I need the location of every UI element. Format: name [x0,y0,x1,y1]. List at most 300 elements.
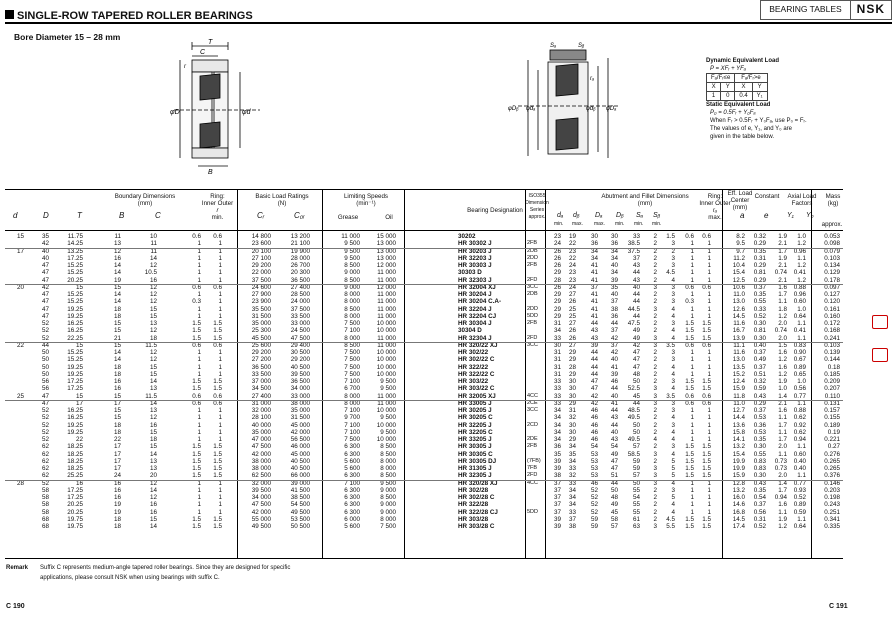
table-cell: 1.1 [778,298,787,306]
table-cell: 36 [553,443,561,451]
table-cell: 3 [653,392,657,400]
table-cell: 37 [553,508,561,516]
table-cell: 16 [113,254,121,262]
group-separator [5,284,843,285]
table-cell: 1.5 [685,515,694,523]
table-cell: 45 000 [290,421,310,429]
table-cell: 22 [75,436,83,443]
table-cell: 8 500 [380,450,396,458]
table-cell: 19.9 [732,465,745,472]
table-cell: 49 [632,327,640,335]
table-cell: 13 200 [290,233,310,240]
table-cell: 1.9 [778,254,787,262]
table-cell: 30 [568,385,576,393]
table-cell: 1 [690,414,694,422]
bearing-designation: HR 303/22 [458,378,489,385]
hdr-approx: approx. [821,221,843,228]
table-cell: 2.1 [778,276,787,284]
table-cell: 1 [218,436,222,443]
hdr-speeds: Limiting Speeds (min⁻¹) [343,193,389,207]
table-cell: 37.5 [627,247,640,255]
bearing-designation: HR 32005 XJ [458,392,496,400]
table-row [0,414,892,421]
table-cell: 11.5 [145,341,157,349]
bearing-designation: HR 32305 J [458,472,492,480]
table-cell: 31 [553,349,561,356]
table-cell: 4 [671,436,675,443]
table-cell: 31 500 [251,312,271,320]
table-cell: 53 [590,465,598,472]
table-cell: 25 [568,312,576,320]
table-cell: 19.25 [67,428,83,436]
table-cell: 14 800 [251,233,271,240]
table-cell: 0.53 [753,428,766,436]
table-cell: 1 [197,407,201,414]
table-cell: 1 [218,428,222,436]
table-cell: 1.1 [778,450,787,458]
table-cell: 1 [690,370,694,378]
table-cell: 1.5 [192,334,201,342]
table-cell: 33 000 [290,392,310,400]
table-cell: 32 000 [251,479,271,487]
bearing-designation: 30304 D [458,327,482,335]
table-cell: 3 [671,298,675,306]
table-cell: 0.55 [753,450,766,458]
table-cell: 5DD [527,508,539,515]
table-cell: 8 000 [380,515,396,523]
table-cell: 1.2 [797,262,806,269]
table-cell: 35 000 [290,407,310,414]
table-cell: 12 000 [376,283,396,291]
page-number-left: C 190 [6,603,25,610]
table-row [0,269,892,276]
table-cell: 3 [671,356,675,364]
table-cell: 0.103 [824,254,840,262]
table-cell: 1 [218,414,222,422]
table-row [0,393,892,400]
table-cell: 0.110 [824,392,840,400]
table-cell: 47 [41,312,49,320]
section-title-text: SINGLE-ROW TAPERED ROLLER BEARINGS [17,10,253,22]
table-cell: 17 [113,465,121,472]
table-cell: 53 [590,450,598,458]
table-cell: 15.9 [732,385,745,393]
table-cell: 3 [653,385,657,393]
hdr-D: D [43,211,49,220]
table-cell: 2 [653,327,657,335]
diagram-label-phidb: φdᵦ [586,106,596,112]
table-cell: 58 [610,515,618,523]
table-cell: 15.9 [732,472,745,480]
table-cell: 3 [671,349,675,356]
table-cell: 1 [690,479,694,487]
diagram-label-phiD: φD [170,109,180,116]
table-cell: 1 [707,508,711,516]
table-cell: 2 [653,349,657,356]
table-cell: 24 000 [290,298,310,306]
factor-y2: Y [752,83,767,92]
side-nav-icon[interactable] [872,315,888,329]
table-cell: 2 [653,240,657,248]
table-cell: 0.29 [753,240,766,248]
table-cell: 1 [218,363,222,371]
table-cell: 39 [590,341,598,349]
table-cell: 1 [707,494,711,501]
table-cell: 15 [75,392,83,400]
bearing-tables-tab[interactable]: BEARING TABLES [761,1,850,19]
hdr-ring: Ring: Inner Outer r min. [201,193,234,221]
table-cell: 36 500 [290,276,310,284]
bearing-designation: HR 30205 J [458,407,492,414]
table-cell: 31 [553,370,561,378]
table-row [0,436,892,443]
table-cell: 23 [568,269,576,277]
table-cell: 12 [149,327,157,335]
table-cell: 44 [610,421,618,429]
table-cell: 3 [671,283,675,291]
table-cell: 12.8 [732,479,745,487]
table-cell: 18 [113,428,121,436]
table-cell: 36 [610,312,618,320]
hdr-a: a [740,211,745,220]
table-cell: 0.6 [192,233,201,240]
diagram-label-Sa: Sₐ [550,43,557,49]
table-cell: 19 900 [290,247,310,255]
table-row [0,327,892,334]
table-cell: 2 [653,407,657,414]
hdr-constant: Constant [754,193,780,200]
table-cell: 43 [610,436,618,443]
table-cell: 1.5 [213,443,222,451]
table-cell: 52 [590,508,598,516]
table-cell: 34 [553,436,561,443]
table-cell: 1 [197,356,201,364]
table-cell: 29 [568,436,576,443]
table-cell: 0.31 [753,254,766,262]
table-cell: 37 [568,515,576,523]
table-cell: 0.73 [774,465,787,472]
table-cell: 11.5 [145,392,157,400]
table-cell: 5 600 [344,457,360,465]
table-cell: 1.2 [778,523,787,530]
table-cell: 17 [113,457,121,465]
table-cell: 34 [568,501,576,509]
table-cell: 14 [113,269,121,277]
hdr-boundary: Boundary Dimensions (mm) [114,193,176,207]
remark-label: Remark [6,565,29,571]
table-cell: 37 [553,494,561,501]
table-cell: 18 [113,523,121,530]
table-cell: 19.75 [67,523,83,530]
table-cell: 2FD [527,472,538,479]
table-cell: 13.6 [732,421,745,429]
table-cell: 61 [632,515,640,523]
hdr-abutment: Abutment and Fillet Dimensions (mm) [601,193,689,207]
table-cell: 1 [218,349,222,356]
table-cell: 0.40 [793,465,806,472]
factor-v3: 0.4 [735,92,752,101]
table-cell: 30 [568,428,576,436]
table-cell: 0.35 [753,486,766,494]
table-cell: 2 [653,494,657,501]
table-cell: 1 [707,262,711,269]
factor-v4: Y₁ [752,92,767,101]
hdr-Y1: Y₁ [787,212,794,219]
table-cell: 35 [41,233,49,240]
table-cell: 23 900 [251,298,271,306]
table-cell: 19.25 [67,363,83,371]
table-cell: 2.0 [778,320,787,327]
table-cell: 37 [590,283,598,291]
table-cell: 1 [707,479,711,487]
table-cell: 41 [590,305,598,313]
table-cell: 0.120 [824,298,840,306]
table-cell: 1 [197,312,201,320]
table-cell: 15 [75,283,83,291]
table-cell: 13.5 [732,363,745,371]
table-cell: 0.40 [753,341,766,349]
table-cell: 4 [671,414,675,422]
hdr-e: e [764,211,769,220]
table-cell: 15 000 [376,233,396,240]
table-cell: 5DD [527,312,539,319]
table-cell: 4 [671,305,675,313]
factor-header-2: Fₐ/Fᵣ>e [735,74,767,83]
hdr-iso: ISO355 Dimension Series approx. [525,193,549,220]
hdr-B: B [119,211,125,220]
table-cell: 1.5 [685,385,694,393]
table-cell: 0.6 [213,399,222,407]
table-cell: 1.1 [797,443,806,451]
table-cell: 59 [590,523,598,530]
table-cell: 28 500 [290,291,310,298]
table-cell: 1 [197,428,201,436]
hdr-oil: Oil [385,214,393,221]
table-cell: 34 [568,494,576,501]
table-cell: 12 [149,479,157,487]
hdr-Da-max: max. [594,221,605,227]
table-cell: 15 [113,407,121,414]
table-cell: 36 500 [290,378,310,385]
table-cell: 2CE [527,399,538,406]
table-cell: 9 700 [344,414,360,422]
bearing-designation: HR 303/22 C [458,385,495,393]
table-cell: 4 [671,428,675,436]
table-cell: 0.29 [753,399,766,407]
table-cell: 1 [690,356,694,364]
table-cell: 1 [218,407,222,414]
table-cell: (7FB) [527,457,541,464]
table-cell: 33 500 [251,370,271,378]
table-cell: 46 [590,436,598,443]
table-cell: 1 [690,421,694,429]
table-cell: 12 [149,262,157,269]
table-cell: 46 [590,421,598,429]
table-cell: 1.5 [213,385,222,393]
table-cell: 40 [610,428,618,436]
table-cell: 14.4 [732,414,745,422]
diagram-label-B: B [208,169,213,176]
table-cell: 50 [41,349,49,356]
table-cell: 1 [197,240,201,248]
table-cell: 1.5 [213,378,222,385]
table-cell: 33 [553,334,561,342]
table-cell: 14 [149,378,157,385]
table-cell: 45 [632,392,640,400]
table-cell: 11.2 [733,254,745,262]
table-cell: 0.6 [192,392,201,400]
table-cell: 1.5 [213,523,222,530]
table-cell: 33 [553,378,561,385]
table-cell: 0.52 [793,494,806,501]
bearing-designation: HR 30203 J [458,247,492,255]
table-cell: 38 000 [251,457,271,465]
table-row [0,509,892,516]
table-cell: 0.37 [753,349,766,356]
table-cell: 1 [690,276,694,284]
table-cell: 11 000 [377,291,396,298]
table-cell: 6 000 [344,515,360,523]
table-cell: 0.6 [192,283,201,291]
table-cell: 24 [568,283,576,291]
table-cell: 17 [113,399,121,407]
table-cell: 41 [590,291,598,298]
remark-line-1: Suffix C represents medium-angle tapered roller bearings. Since they are designed for specific [40,565,291,571]
table-cell: 49 500 [290,508,310,516]
bearing-designation: HR 30303 J [458,262,492,269]
table-cell: 47 [41,305,49,313]
table-cell: 2 [653,501,657,509]
table-cell: 15.25 [67,291,83,298]
table-cell: 39 [553,515,561,523]
table-cell: 57 [610,523,618,530]
table-cell: 11 000 [377,298,396,306]
hdr-axial: Axial Load Factors [787,193,817,207]
table-cell: 10 000 [376,320,396,327]
table-cell: 13.0 [732,298,745,306]
table-cell: 2.0 [778,334,787,342]
table-cell: 33 000 [290,320,310,327]
table-cell: 7 100 [344,421,360,429]
table-cell: 1 [690,291,694,298]
table-cell: 47 [590,378,598,385]
table-cell: 0.127 [824,291,840,298]
table-cell: 8 000 [344,298,360,306]
table-cell: 11 000 [377,392,396,400]
table-cell: 27 900 [251,291,271,298]
static-load-title: Static Equivalent Load [706,102,771,108]
table-cell: 44 [590,370,598,378]
side-nav-icon[interactable] [872,348,888,362]
table-cell: 1 [197,349,201,356]
table-cell: 0.37 [753,501,766,509]
table-cell: 44 [632,269,640,277]
table-cell: 0.41 [793,327,806,335]
table-cell: 37 500 [251,276,271,284]
table-cell: 15.25 [67,349,83,356]
table-cell: 42 [610,349,618,356]
table-cell: 5.5 [666,523,675,530]
table-cell: 0.83 [753,465,766,472]
table-cell: 1.5 [702,457,711,465]
factor-v2: 0 [721,92,735,101]
table-cell: 11.1 [733,341,745,349]
diagram-label-phida: φdₐ [526,106,536,112]
table-cell: 2.1 [778,240,787,248]
table-cell: 47 [632,356,640,364]
table-cell: 40 [610,291,618,298]
table-cell: 2 [653,363,657,371]
table-cell: 9 000 [344,269,360,277]
table-cell: 1.8 [778,305,787,313]
table-cell: 40 [610,356,618,364]
table-cell: 34 [568,443,576,451]
table-cell: 17 [75,399,83,407]
table-cell: 2 [653,428,657,436]
table-cell: 52 [41,479,49,487]
diagram-label-phiDa: φDₐ [606,106,617,112]
table-cell: 59 [590,515,598,523]
table-cell: 1.5 [702,450,711,458]
table-cell: 28 100 [251,414,271,422]
table-row [0,422,892,429]
table-cell: 46 [590,479,598,487]
table-cell: 26 [553,247,561,255]
table-cell: 0.41 [793,269,806,277]
table-cell: 34 500 [251,385,271,393]
table-cell: 1.1 [797,472,806,480]
table-cell: 9 500 [344,254,360,262]
table-cell: 1 [690,436,694,443]
table-cell: 0.59 [753,385,766,393]
table-cell: 10 000 [376,327,396,335]
bearing-designation: HR 30204 C.A- [458,298,502,306]
table-cell: 14 [113,349,121,356]
table-cell: 68 [41,515,49,523]
table-cell: 13 [149,457,157,465]
table-cell: 59 [632,465,640,472]
table-cell: 52.5 [627,385,640,393]
table-cell: 0.31 [753,515,766,523]
table-cell: 9 500 [380,378,396,385]
table-cell: 30 [568,392,576,400]
table-cell: 56 [41,385,49,393]
table-cell: 34 [553,414,561,422]
table-cell: 1 [707,291,711,298]
table-cell: 1.5 [685,320,694,327]
table-cell: 39 [553,465,561,472]
table-cell: 39 [553,523,561,530]
table-cell: 28 [553,276,561,284]
table-cell: 1.5 [213,472,222,480]
table-cell: 1.6 [778,501,787,509]
table-cell: 1.0 [797,305,806,313]
table-cell: 0.097 [824,283,840,291]
table-cell: 3 [671,407,675,414]
table-cell: 58 [41,494,49,501]
table-cell: 3 [653,479,657,487]
table-cell: 15.4 [732,450,745,458]
table-cell: 0.265 [824,457,840,465]
table-cell: 33 [568,479,576,487]
table-cell: 48 [632,370,640,378]
table-cell: 1 [218,254,222,262]
table-cell: 27 100 [251,254,271,262]
table-cell: 1 [197,436,201,443]
bearing-designation: HR 32304 J [458,334,492,342]
table-cell: 59 [632,457,640,465]
table-cell: 31 [568,407,576,414]
